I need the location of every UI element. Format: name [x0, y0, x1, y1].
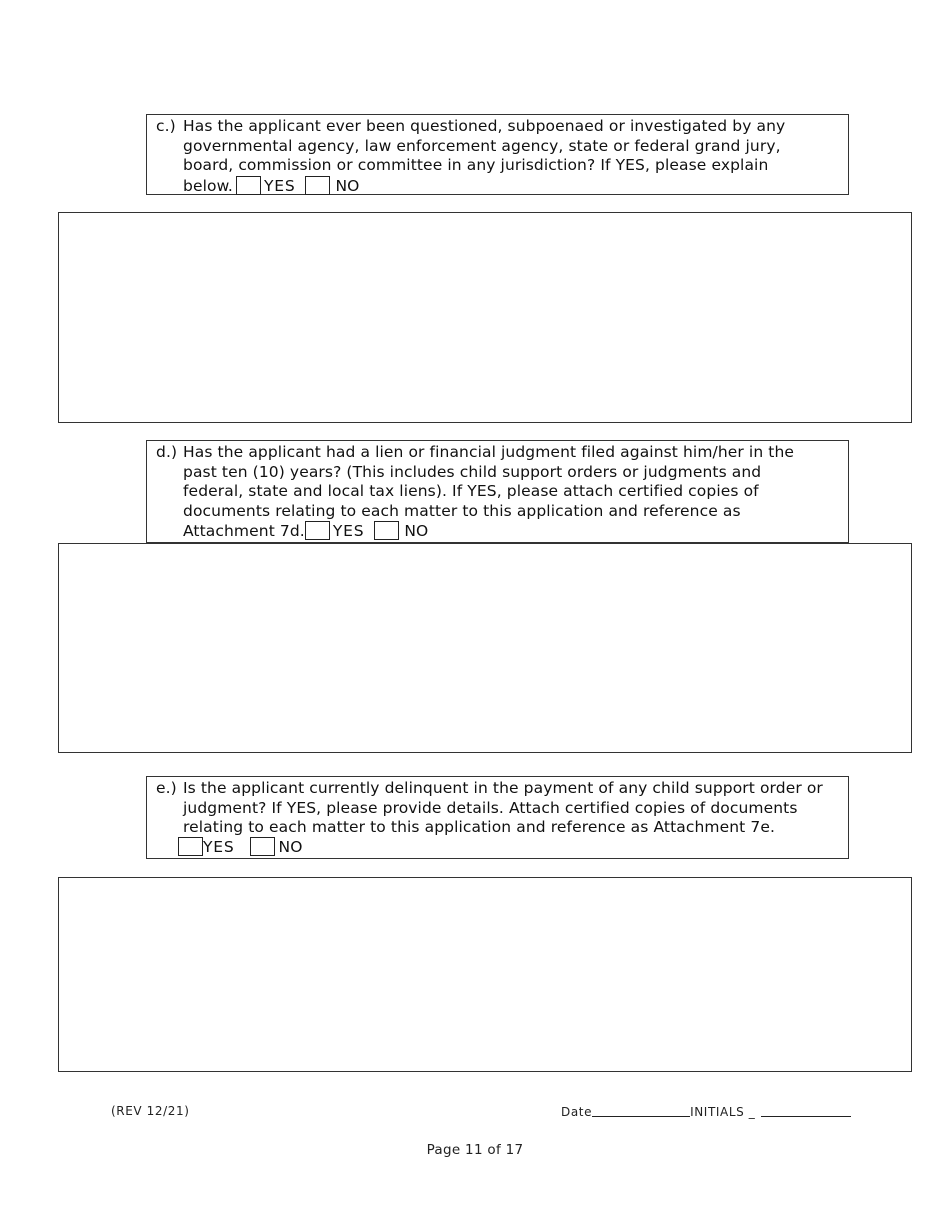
question-d-box — [146, 440, 849, 543]
answer-options — [183, 521, 842, 542]
revision-code: (REV 12/21) — [111, 1104, 190, 1118]
question-text-line: board, commission or committee in any jurisdiction? If YES, please explain — [183, 156, 769, 175]
question-text-line: Has the applicant had a lien or financial judgment filed against him/her in the — [183, 443, 795, 461]
question-text-line: federal, state and local tax liens). If YES, please attach certified copies of — [183, 482, 759, 501]
question-text-line: Has the applicant ever been questioned, subpoenaed or investigated by any — [183, 117, 786, 135]
question-e-box — [146, 776, 849, 859]
question-e-label: e.) — [156, 779, 177, 797]
question-text-line: judgment? If YES, please provide details. Attach certified copies of documents — [183, 798, 798, 817]
yes-checkbox[interactable] — [178, 837, 203, 856]
answer-options — [183, 176, 842, 197]
yes-label: YES — [263, 176, 296, 195]
question-c-text — [183, 117, 842, 196]
initials-label: INITIALS _ — [690, 1105, 756, 1119]
yes-label: YES — [332, 522, 365, 541]
page-number: Page 11 of 17 — [426, 1142, 524, 1158]
no-label: NO — [278, 838, 303, 856]
question-e-text — [183, 779, 842, 838]
answer-options — [175, 837, 303, 858]
question-text-line: past ten (10) years? (This includes child support orders or judgments and — [183, 462, 762, 481]
no-checkbox[interactable] — [250, 837, 275, 856]
no-checkbox[interactable] — [305, 176, 330, 195]
explanation-field-e[interactable] — [58, 877, 912, 1072]
question-text-line: governmental agency, law enforcement agency, state or federal grand jury, — [183, 136, 781, 155]
no-checkbox[interactable] — [374, 521, 399, 540]
explanation-field-c[interactable] — [58, 212, 912, 423]
question-text-line: below. — [183, 176, 233, 195]
no-label: NO — [335, 176, 360, 195]
question-c-box — [146, 114, 849, 195]
date-field[interactable] — [592, 1104, 690, 1117]
question-c-label: c.) — [156, 117, 176, 135]
question-text-line: relating to each matter to this application and reference as Attachment 7e. — [183, 818, 775, 837]
yes-checkbox[interactable] — [305, 521, 330, 540]
question-text-line: Is the applicant currently delinquent in the payment of any child support order or — [183, 779, 823, 797]
question-text-line: Attachment 7d. — [183, 522, 305, 541]
yes-checkbox[interactable] — [236, 176, 261, 195]
initials-field[interactable] — [761, 1104, 851, 1117]
question-text-line: documents relating to each matter to this application and reference as — [183, 501, 741, 520]
date-label: Date — [561, 1105, 593, 1119]
question-d-text — [183, 443, 842, 542]
explanation-field-d[interactable] — [58, 543, 912, 753]
no-label: NO — [404, 522, 429, 541]
date-initials-line — [561, 1104, 851, 1119]
yes-label: YES — [203, 838, 235, 856]
question-d-label: d.) — [156, 443, 178, 461]
